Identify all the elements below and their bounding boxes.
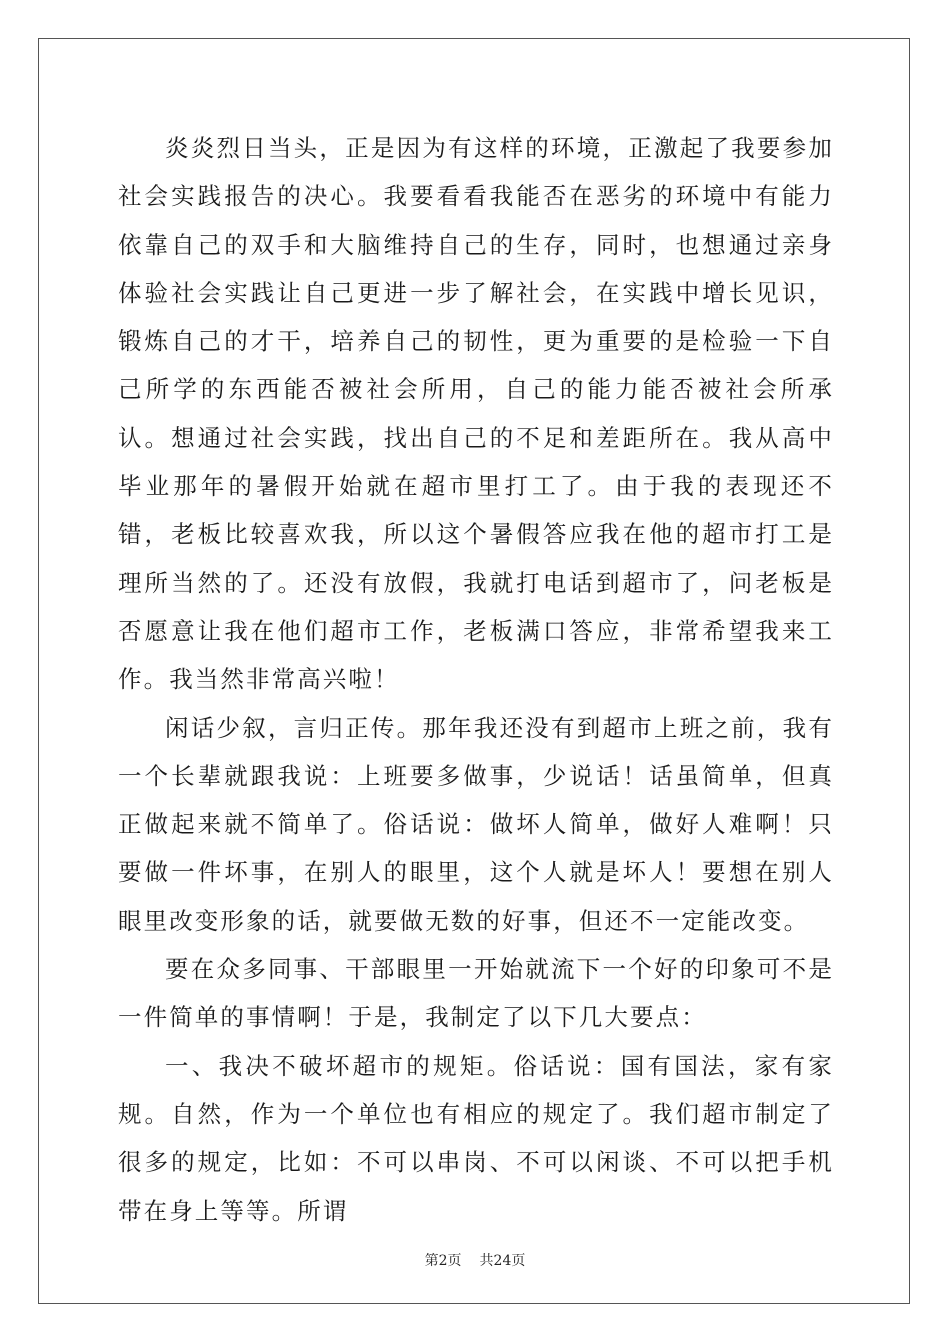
paragraph-2: 闲话少叙，言归正传。那年我还没有到超市上班之前，我有一个长辈就跟我说：上班要多做事，少说话！话虽简单，但真正做起来就不简单了。俗话说：做坏人简单，做好人难啊！只要做一件坏事，在别人的眼里，这个人就是坏人！要想在别人眼里改变形象的话，就要做无数的好事，但还不一定能改变。 <box>118 713 834 935</box>
paragraph-4: 一、我决不破坏超市的规矩。俗话说：国有国法，家有家规。自然，作为一个单位也有相应的规定了。我们超市制定了很多的规定，比如：不可以串岗、不可以闲谈、不可以把手机带在身上等等。所谓 <box>118 1051 834 1225</box>
page-total: 共24页 <box>479 1253 526 1269</box>
paragraph-1: 炎炎烈日当头，正是因为有这样的环境，正激起了我要参加社会实践报告的决心。我要看看我能否在恶劣的环境中有能力依靠自己的双手和大脑维持自己的生存，同时，也想通过亲身体验社会实践让自己更进一步了解社会，在实践中增长见识，锻炼自己的才干，培养自己的韧性，更为重要的是检验一下自己所学的东西能否被社会所用，自己的能力能否被社会所承认。想通过社会实践，找出自己的不足和差距所在。我从高中毕业那年的暑假开始就在超市里打工了。由于我的表现还不错，老板比较喜欢我，所以这个暑假答应我在他的超市打工是理所当然的了。还没有放假，我就打电话到超市了，问老板是否愿意让我在他们超市工作，老板满口答应，非常希望我来工作。我当然非常高兴啦！ <box>118 134 834 694</box>
page-footer <box>0 1250 950 1270</box>
document-body <box>118 124 834 1235</box>
page-number: 第2页 <box>424 1253 462 1269</box>
paragraph-3: 要在众多同事、干部眼里一开始就流下一个好的印象可不是一件简单的事情啊！于是，我制定了以下几大要点： <box>118 955 834 1032</box>
